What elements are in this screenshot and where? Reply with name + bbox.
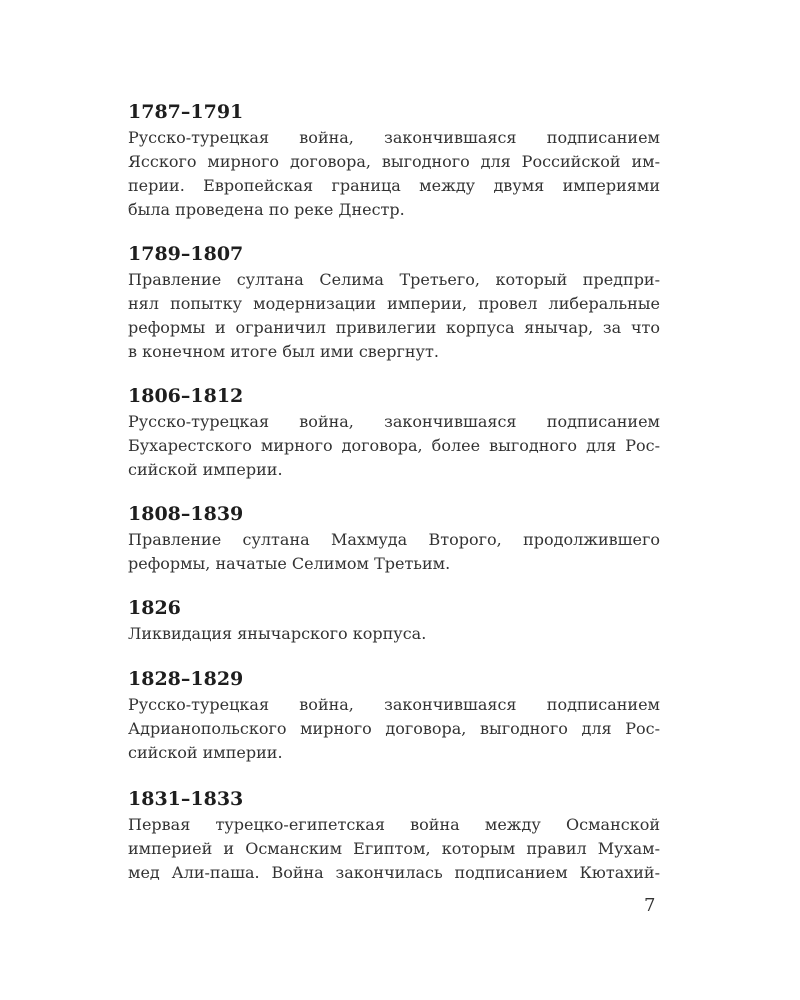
- entry-text: [128, 693, 660, 765]
- entry-1789-1807: [128, 242, 660, 364]
- entry-year: 1806–1812: [128, 385, 244, 407]
- entry-text: [128, 410, 660, 482]
- entry-year: 1808–1839: [128, 503, 244, 525]
- text-line: перии. Европейская граница между двумя империями: [128, 176, 660, 195]
- entry-text: [128, 126, 660, 222]
- text-line: сийской империи.: [128, 743, 283, 762]
- entry-1828-1829: [128, 667, 660, 765]
- entry-1806-1812: [128, 384, 660, 482]
- text-line: реформы, начатые Селимом Третьим.: [128, 554, 451, 573]
- entry-year: 1789–1807: [128, 243, 244, 265]
- text-line: мед Али-паша. Война закончилась подписанием Кютахий-: [128, 863, 660, 882]
- entry-text: [128, 528, 660, 576]
- text-line: Ликвидация янычарского корпуса.: [128, 624, 427, 643]
- text-line: Правление султана Махмуда Второго, продолжившего: [128, 530, 660, 549]
- text-line: Русско-турецкая война, закончившаяся подписанием: [128, 695, 660, 714]
- entry-year: 1787–1791: [128, 101, 244, 123]
- text-line: Русско-турецкая война, закончившаяся подписанием: [128, 128, 660, 147]
- text-line: Правление султана Селима Третьего, который предпри-: [128, 270, 660, 289]
- text-line: Ясского мирного договора, выгодного для Российской им-: [128, 152, 660, 171]
- text-line: была проведена по реке Днестр.: [128, 200, 405, 219]
- entry-1826: [128, 596, 660, 646]
- text-line: империей и Османским Египтом, которым правил Мухам-: [128, 839, 660, 858]
- text-line: Русско-турецкая война, закончившаяся подписанием: [128, 412, 660, 431]
- entry-text: [128, 622, 660, 646]
- entry-year: 1828–1829: [128, 668, 244, 690]
- text-line: в конечном итоге был ими свергнут.: [128, 342, 439, 361]
- text-line: Адрианопольского мирного договора, выгодного для Рос-: [128, 719, 660, 738]
- entry-text: [128, 813, 660, 885]
- entry-1831-1833: [128, 787, 660, 885]
- entry-year: 1831–1833: [128, 788, 244, 810]
- text-line: нял попытку модернизации империи, провел либеральные: [128, 294, 660, 313]
- text-line: Первая турецко-египетская война между Османской: [128, 815, 660, 834]
- entry-1808-1839: [128, 502, 660, 576]
- text-line: Бухарестского мирного договора, более выгодного для Рос-: [128, 436, 660, 455]
- text-line: сийской империи.: [128, 460, 283, 479]
- page-number: 7: [644, 895, 656, 916]
- entry-year: 1826: [128, 597, 181, 619]
- text-line: реформы и ограничил привилегии корпуса янычар, за что: [128, 318, 660, 337]
- entry-text: [128, 268, 660, 364]
- entry-1787-1791: [128, 100, 660, 222]
